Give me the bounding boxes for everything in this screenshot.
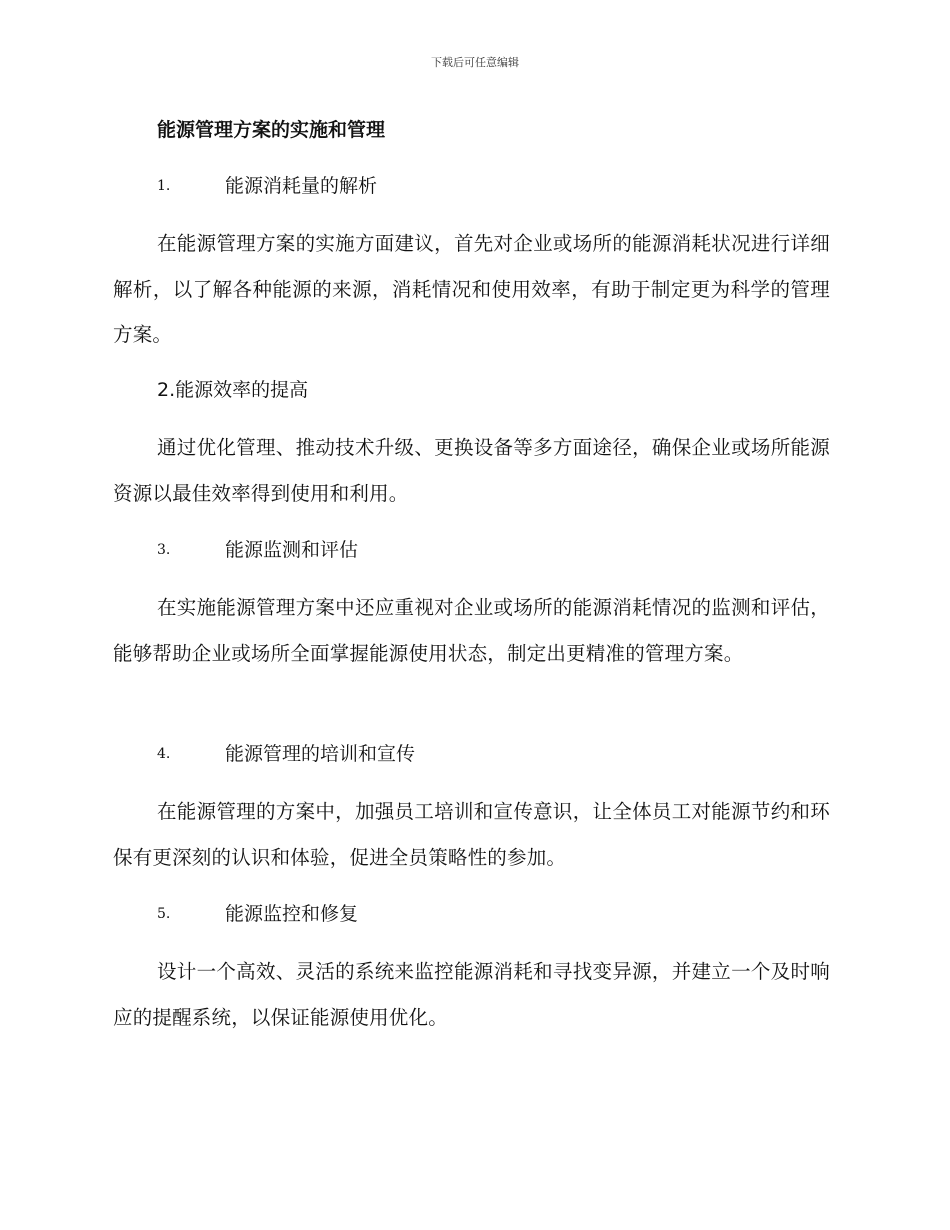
section-heading-text: 能源消耗量的解析 [225,175,378,197]
section-number: 4. [157,746,171,762]
section-paragraph: 在能源管理方案的实施方面建议，首先对企业或场所的能源消耗状况进行详细解析，以了解各种能源的来源，消耗情况和使用效率，有助于制定更为科学的管理方案。 [113,232,830,346]
header-note: 下载后可任意编辑 [431,56,519,69]
section-heading: 2.能源效率的提高 [157,379,309,401]
section-paragraph: 在实施能源管理方案中还应重视对企业或场所的能源消耗情况的监测和评估，能够帮助企业或场所全面掌握能源使用状态，制定出更精准的管理方案。 [113,596,830,665]
section-heading-text: 能源监控和修复 [225,903,359,925]
section-paragraph: 通过优化管理、推动技术升级、更换设备等多方面途径，确保企业或场所能源资源以最佳效率得到使用和利用。 [113,436,830,505]
section-heading [157,740,415,768]
section-number: 3. [157,542,171,558]
section-number: 1. [157,178,171,194]
section-heading-text: 能源监测和评估 [225,539,359,561]
section-paragraph: 设计一个高效、灵活的系统来监控能源消耗和寻找变异源，并建立一个及时响应的提醒系统，以保证能源使用优化。 [113,960,830,1029]
section-heading [157,172,377,200]
section-paragraph: 在能源管理的方案中，加强员工培训和宣传意识，让全体员工对能源节约和环保有更深刻的认识和体验，促进全员策略性的参加。 [113,800,830,869]
document-title: 能源管理方案的实施和管理 [157,119,386,141]
section-heading [157,536,358,564]
section-number: 5. [157,906,171,922]
section-heading [157,900,358,928]
section-heading-text: 能源管理的培训和宣传 [225,743,416,765]
